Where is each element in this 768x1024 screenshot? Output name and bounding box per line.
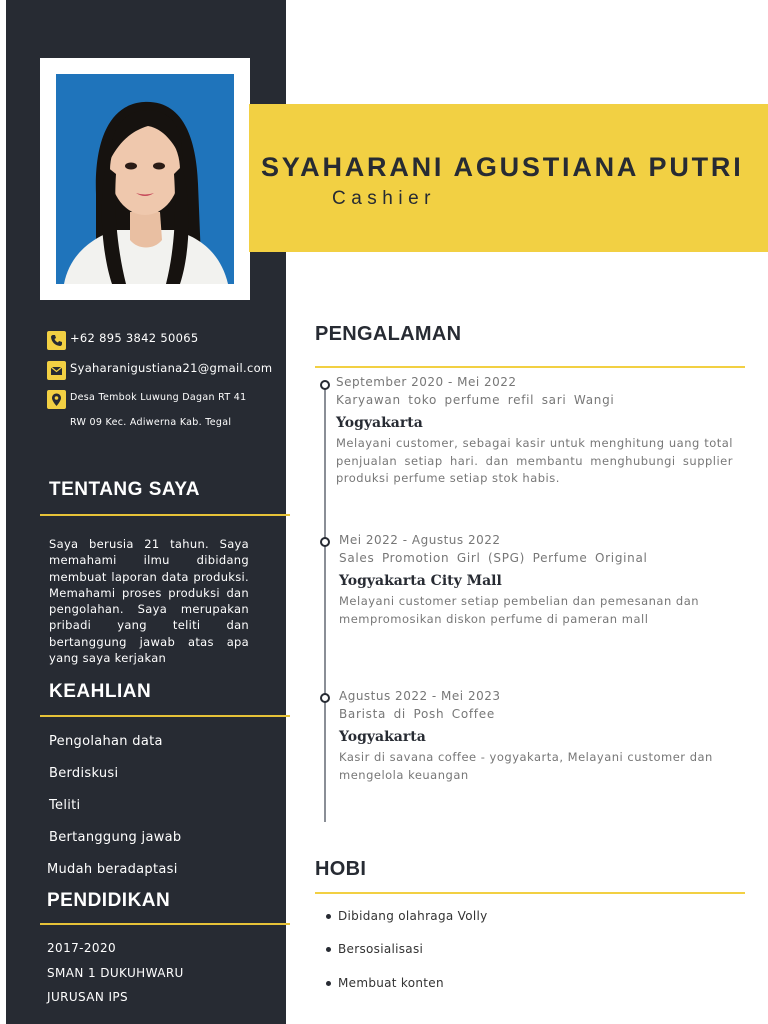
profile-photo	[56, 74, 234, 284]
hobby-label: Bersosialisasi	[338, 942, 424, 956]
hobby-label: Membuat konten	[338, 976, 444, 990]
experience-position: Karyawan toko perfume refil sari Wangi	[336, 393, 615, 407]
experience-position: Sales Promotion Girl (SPG) Perfume Original	[339, 551, 648, 565]
hobby-label: Dibidang olahraga Volly	[338, 909, 488, 923]
bullet-icon	[326, 981, 331, 986]
experience-item	[336, 375, 736, 488]
skill-item: Bertanggung jawab	[49, 830, 182, 845]
experience-description: Melayani customer setiap pembelian dan pemesanan dan mempromosikan diskon perfume di pameran mall	[339, 594, 700, 626]
contact-address	[47, 390, 246, 435]
email-address[interactable]: Syaharanigustiana21@gmail.com	[70, 361, 273, 375]
experience-place: Yogyakarta	[336, 415, 423, 431]
sidebar	[6, 0, 286, 1024]
name-banner	[249, 104, 768, 252]
phone-number[interactable]: +62 895 3842 50065	[70, 331, 199, 345]
skill-item: Pengolahan data	[49, 734, 163, 749]
skill-item: Mudah beradaptasi	[47, 862, 178, 877]
bullet-icon	[326, 914, 331, 919]
full-name: SYAHARANI AGUSTIANA PUTRI	[261, 152, 744, 182]
about-divider	[40, 514, 290, 516]
contact-phone	[47, 331, 198, 350]
experience-description: Kasir di savana coffee - yogyakarta, Melayani customer dan mengelola keuangan	[339, 750, 713, 782]
experience-date: Agustus 2022 - Mei 2023	[339, 689, 501, 703]
experience-divider	[315, 366, 745, 368]
bullet-icon	[326, 947, 331, 952]
experience-heading: PENGALAMAN	[315, 323, 462, 345]
hobbies-divider	[315, 892, 745, 894]
envelope-icon	[47, 361, 66, 380]
profile-photo-illustration	[56, 74, 234, 284]
experience-place: Yogyakarta City Mall	[339, 573, 502, 589]
timeline-dot	[320, 537, 330, 547]
education-years: 2017-2020	[47, 941, 117, 955]
experience-date: September 2020 - Mei 2022	[336, 375, 517, 389]
experience-item	[339, 533, 739, 628]
address-text	[70, 385, 246, 435]
experience-item	[339, 689, 739, 784]
job-title: Cashier	[332, 188, 436, 209]
timeline-dot	[320, 380, 330, 390]
experience-position: Barista di Posh Coffee	[339, 707, 495, 721]
education-major: JURUSAN IPS	[47, 990, 129, 1004]
skill-item: Teliti	[49, 798, 81, 813]
experience-place: Yogyakarta	[339, 729, 426, 745]
timeline-dot	[320, 693, 330, 703]
hobby-item	[326, 976, 444, 990]
skills-divider	[40, 715, 290, 717]
education-heading: PENDIDIKAN	[47, 890, 171, 911]
address-line-1: Desa Tembok Luwung Dagan RT 41	[70, 392, 247, 403]
contact-email	[47, 361, 272, 380]
hobbies-heading: HOBI	[315, 858, 367, 880]
phone-icon	[47, 331, 66, 350]
education-divider	[40, 923, 290, 925]
skills-heading: KEAHLIAN	[49, 681, 152, 702]
address-line-2: RW 09 Kec. Adiwerna Kab. Tegal	[70, 417, 232, 428]
map-pin-icon	[47, 390, 66, 409]
timeline-line	[324, 384, 326, 822]
education-list	[47, 937, 184, 1011]
hobby-item	[326, 909, 488, 923]
skills-list	[49, 730, 181, 890]
hobby-item	[326, 942, 423, 956]
education-school: SMAN 1 DUKUHWARU	[47, 965, 184, 980]
about-text: Saya berusia 21 tahun. Saya memahami ilmu dibidang membuat laporan data produksi. Memahami proses produksi dan pengolahan. Saya merupakan pribadi yang teliti dan bertanggung jawab atas apa yang saya kerjakan	[49, 537, 249, 666]
experience-description: Melayani customer, sebagai kasir untuk menghitung uang total penjualan setiap hari. dan membantu menghubungi supplier produksi perfume setiap stok habis.	[336, 436, 733, 485]
about-heading: TENTANG SAYA	[49, 479, 200, 500]
profile-photo-frame	[40, 58, 250, 300]
skill-item: Berdiskusi	[49, 766, 119, 781]
experience-date: Mei 2022 - Agustus 2022	[339, 533, 501, 547]
